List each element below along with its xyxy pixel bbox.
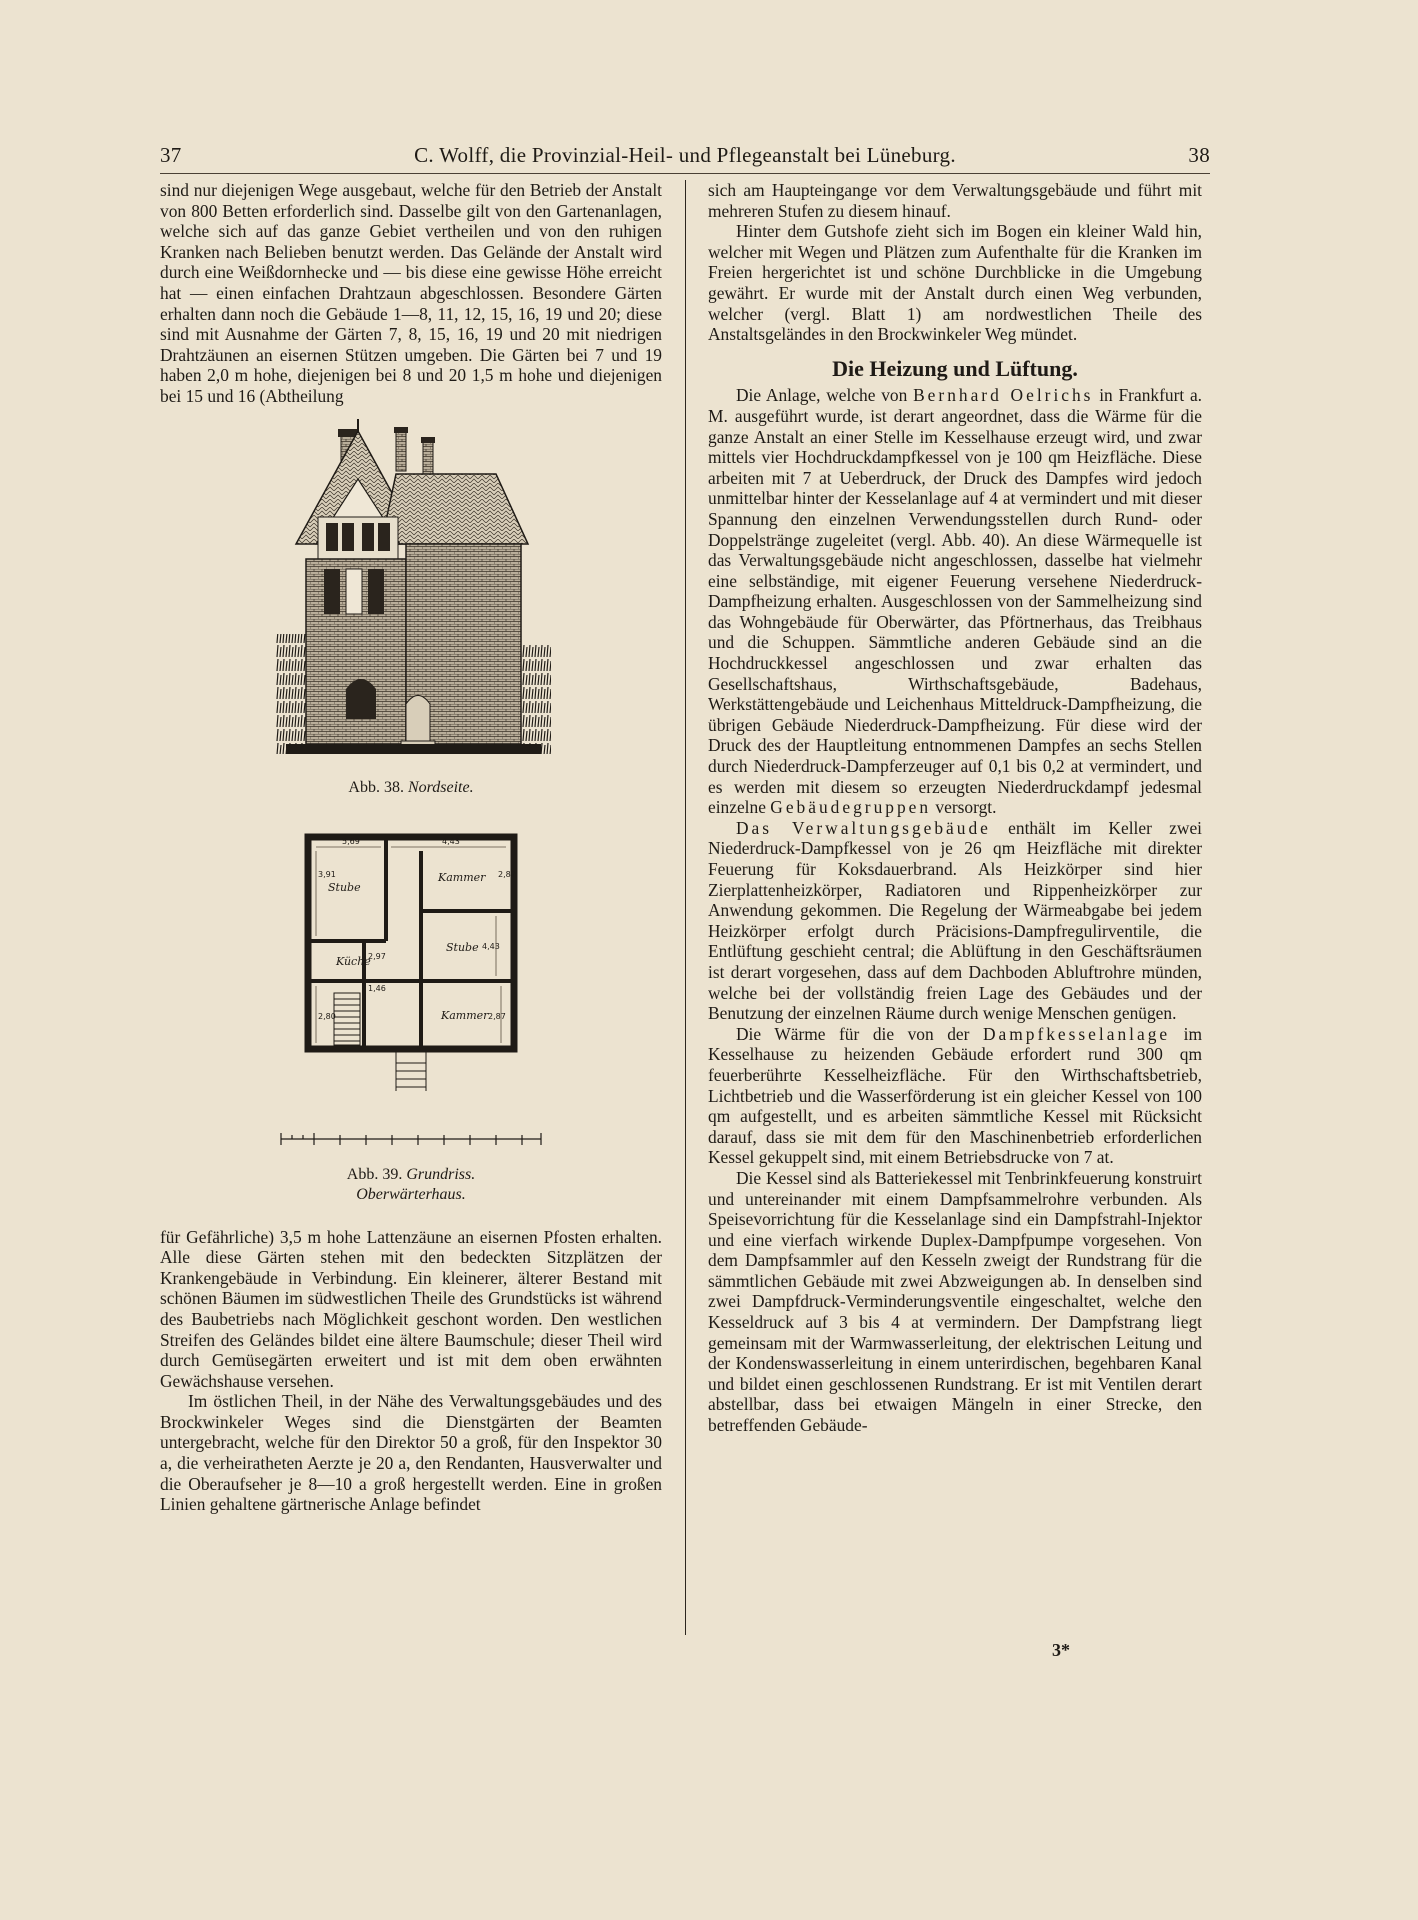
emphasis: Gebäudegruppen bbox=[770, 797, 932, 818]
room-label: Stube bbox=[446, 940, 479, 954]
text-run: Die Wärme für die von der bbox=[736, 1023, 983, 1044]
text-run: enthält im Keller zwei Niederdruck-Dampfkessel von je 26 qm Heizfläche mit direkter Feuerung für Koksdauerbrand. Als Heizkörper sind hier Zierplattenheizkörper, Radiatoren und Rippenheizkörper zur Anwendung gekommen. Die Regelung der Wärmeabgabe bei jedem Heizkörper erfolgt durch Präcisions-Dampfregulirventile, die Entlüftung geschieht central; die Ablüftung in den Geschäftsräumen ist derart vorgesehen, dass auf dem Dachboden Abluftrohre münden, welche bei der vollständig freien Lage des Gebäudes und der Benutzung der einzelnen Räume durch wenige Menschen genügen. bbox=[708, 817, 1202, 1024]
room-label: Kammer bbox=[438, 870, 486, 884]
dimension-label: 2,80 bbox=[318, 1011, 336, 1021]
page-number-left: 37 bbox=[160, 143, 182, 167]
running-header bbox=[160, 143, 1210, 173]
figure-39-caption bbox=[160, 1165, 662, 1206]
column-divider bbox=[685, 180, 686, 1635]
house-elevation-drawing bbox=[246, 419, 576, 774]
person-name: Bernhard Oelrichs bbox=[913, 385, 1094, 406]
figure-38-title: Nordseite. bbox=[407, 778, 474, 796]
text-run: Die Anlage, welche von bbox=[736, 385, 914, 406]
paragraph bbox=[708, 385, 1202, 817]
paragraph bbox=[708, 1024, 1202, 1168]
figure-38-caption bbox=[160, 778, 662, 799]
paragraph: Im östlichen Theil, in der Nähe des Verwaltungsgebäudes und des Brockwinkeler Weges sind die Dienstgärten der Beamten untergebracht, welche für den Direktor 50 a groß, für den Inspektor 30 a, die verheiratheten Aerzte je 20 a, den Rendanten, Hausverwalter und die Oberaufseher je 8—10 a groß hergestellt werden. Eine in großen Linien gehaltene gärtnerische Anlage befindet bbox=[160, 1391, 662, 1515]
section-heading: Die Heizung und Lüftung. bbox=[832, 355, 1078, 381]
paragraph: für Gefährliche) 3,5 m hohe Lattenzäune an eisernen Pfosten erhalten. Alle diese Gärten stehen mit den bedeckten Sitzplätzen der Krankengebäude in Verbindung. Ein kleinerer, älterer Bestand mit schönen Bäumen im südwestlichen Theile des Grundstücks ist während des Baubetriebs nach Möglichkeit geschont worden. Den westlichen Streifen des Geländes bildet eine ältere Baumschule; dieser Theil wird durch Gemüsegärten erweitert und ist mit dem oben erwähnten Gewächshause versehen. bbox=[160, 1226, 662, 1391]
text-run: versorgt. bbox=[931, 797, 997, 818]
right-column bbox=[708, 180, 1202, 1436]
figure-39-title: Grundriss. bbox=[406, 1165, 476, 1183]
header-rule bbox=[160, 173, 1210, 174]
text-run: im Kesselhause zu heizenden Gebäude erfordert rund 300 qm feuerberührte Kesselheizfläche. Für den Wirthschaftsbetrieb, Lichtbetrieb und die Wasserförderung ist ein gleicher Kessel von 100 qm aufgestellt, und es arbeiten sämmtliche Kessel mit Rücksicht darauf, dass sie mit dem für den Maschinenbetrieb erforderlichen Kessel gekuppelt sind, mit einem Betriebsdrucke von 7 at. bbox=[708, 1023, 1202, 1168]
text-run: in Frankfurt a. M. ausgeführt wurde, ist derart angeordnet, dass die Wärme für die ganze Anstalt an einer Stelle im Kesselhause erzeugt wird, und zwar mittels vier Hochdruckdampfkessel von je 100 qm Heizfläche. Diese arbeiten mit 7 at Ueberdruck, der Druck des Dampfes wird jedoch unmittelbar hinter der Kesselanlage auf 4 at vermindert und mit dieser Spannung den einzelnen Verwendungsstellen durch Rund- oder Doppelstränge zugeleitet (vergl. Abb. 40). An diese Wärmequelle ist das Verwaltungsgebäude nicht angeschlossen, dasselbe hat vielmehr eine selbständige, mit eigener Feuerung versehene Niederdruck-Dampfheizung erhalten. Ausgeschlossen von der Sammelheizung sind das Wohngebäude für Oberwärter, das Pförtnerhaus, das Treibhaus und die Schuppen. Sämmtliche anderen Gebäude sind an die Hochdruckkessel angeschlossen und zwar erhalten das Gesellschaftshaus, Wirthschaftsgebäude, Badehaus, Werkstättengebäude und Leichenhaus Mitteldruck-Dampfheizung, die übrigen Gebäude Niederdruck-Dampfheizung. Für diese wird der Druck des der Hauptleitung entnommenen Dampfes an sechs Stellen durch Niederdruck-Dampferzeuger auf 0,1 bis 0,2 at vermindert, und es werden mit diesem so erzeugten Niederdruckdampf jedesmal einzelne bbox=[708, 385, 1203, 818]
paragraph: Hinter dem Gutshofe zieht sich im Bogen ein kleiner Wald hin, welcher mit Wegen und Plätzen zum Aufenthalte für die Kranken im Freien hergerichtet ist und schöne Durchblicke in die Umgebung gewährt. Er wurde mit der Anstalt durch einen Weg verbunden, welcher (vergl. Blatt 1) am nordwestlichen Theile des Anstaltsgeländes in den Brockwinkeler Weg mündet. bbox=[708, 221, 1202, 345]
dimension-label: 2,87 bbox=[488, 1011, 506, 1021]
dimension-label: 4,43 bbox=[442, 836, 460, 846]
room-label: Kammer bbox=[441, 1008, 489, 1022]
room-label: Küche bbox=[336, 954, 371, 968]
emphasis: Das Verwaltungsgebäude bbox=[736, 817, 991, 838]
paragraph: sind nur diejenigen Wege ausgebaut, welche für den Betrieb der Anstalt von 800 Betten erforderlich sind. Dasselbe gilt von den Gartenanlagen, welche sich auf das ganze Gebiet vertheilen und von den ruhigen Kranken nach Belieben benutzt werden. Das Gelände der Anstalt wird durch eine Weißdornhecke und — bis diese eine gewisse Höhe erreicht hat — einen einfachen Drahtzaun abgeschlossen. Besondere Gärten erhalten dann noch die Gebäude 1—8, 11, 12, 15, 16, 19 und 20; diese sind mit Ausnahme der Gärten 7, 8, 15, 16, 19 und 20 mit niedrigen Drahtzäunen an eisernen Stützen umgeben. Die Gärten bei 7 und 19 haben 2,0 m hohe, diejenigen bei 8 und 20 1,5 m hohe und diejenigen bei 15 und 16 (Abtheilung bbox=[160, 180, 662, 406]
left-column bbox=[160, 180, 662, 1515]
paragraph: sich am Haupteingange vor dem Verwaltungsgebäude und führt mit mehreren Stufen zu diesem hinauf. bbox=[708, 180, 1202, 221]
figure-39-label: Abb. 39. bbox=[346, 1165, 403, 1183]
paragraph: Die Kessel sind als Batteriekessel mit Tenbrinkfeuerung konstruirt und untereinander mit einem Dampfsammelrohre verbunden. Als Speisevorrichtung für die Kesselanlage sind ein Dampfstrahl-Injektor und eine vierfach wirkende Duplex-Dampfpumpe vorgesehen. Von dem Dampfsammler auf den Kesseln zweigt der Rundstrang für die sämmtlichen Gebäude mit zwei Abzweigungen ab. In denselben sind zwei Dampfdruck-Verminderungsventile eingeschaltet, welche den Kesseldruck auf 3 bis 4 at vermindern. Der Dampfstrang liegt gemeinsam mit der Warmwasserleitung, der elektrischen Leitung und der Kondenswasserleitung in einem unterirdischen, begehbaren Kanal und bildet einen geschlossenen Rundstrang. Er ist mit Ventilen derart abstellbar, dass bei etwaigen Mängeln in einer Strecke, den betreffenden Gebäude- bbox=[708, 1167, 1202, 1436]
page-number-right: 38 bbox=[1188, 143, 1210, 167]
dimension-label: 1,46 bbox=[368, 983, 386, 993]
figure-39-subtitle: Oberwärterhaus. bbox=[356, 1186, 466, 1204]
dimension-label: 4,43 bbox=[482, 941, 500, 951]
dimension-label: 3,91 bbox=[318, 869, 336, 879]
floor-plan-drawing bbox=[256, 831, 566, 1161]
dimension-label: 2,87 bbox=[498, 869, 516, 879]
dimension-label: 2,97 bbox=[368, 951, 386, 961]
figure-38 bbox=[160, 419, 662, 817]
room-label: Stube bbox=[328, 880, 361, 894]
emphasis: Dampfkesselanlage bbox=[982, 1023, 1171, 1044]
figure-39 bbox=[160, 831, 662, 1227]
dimension-label: 5,69 bbox=[342, 836, 360, 846]
paragraph bbox=[708, 818, 1202, 1024]
signature-mark: 3* bbox=[1052, 1640, 1070, 1660]
figure-38-label: Abb. 38. bbox=[348, 778, 404, 796]
running-title: C. Wolff, die Provinzial-Heil- und Pflegeanstalt bei Lüneburg. bbox=[414, 143, 956, 167]
